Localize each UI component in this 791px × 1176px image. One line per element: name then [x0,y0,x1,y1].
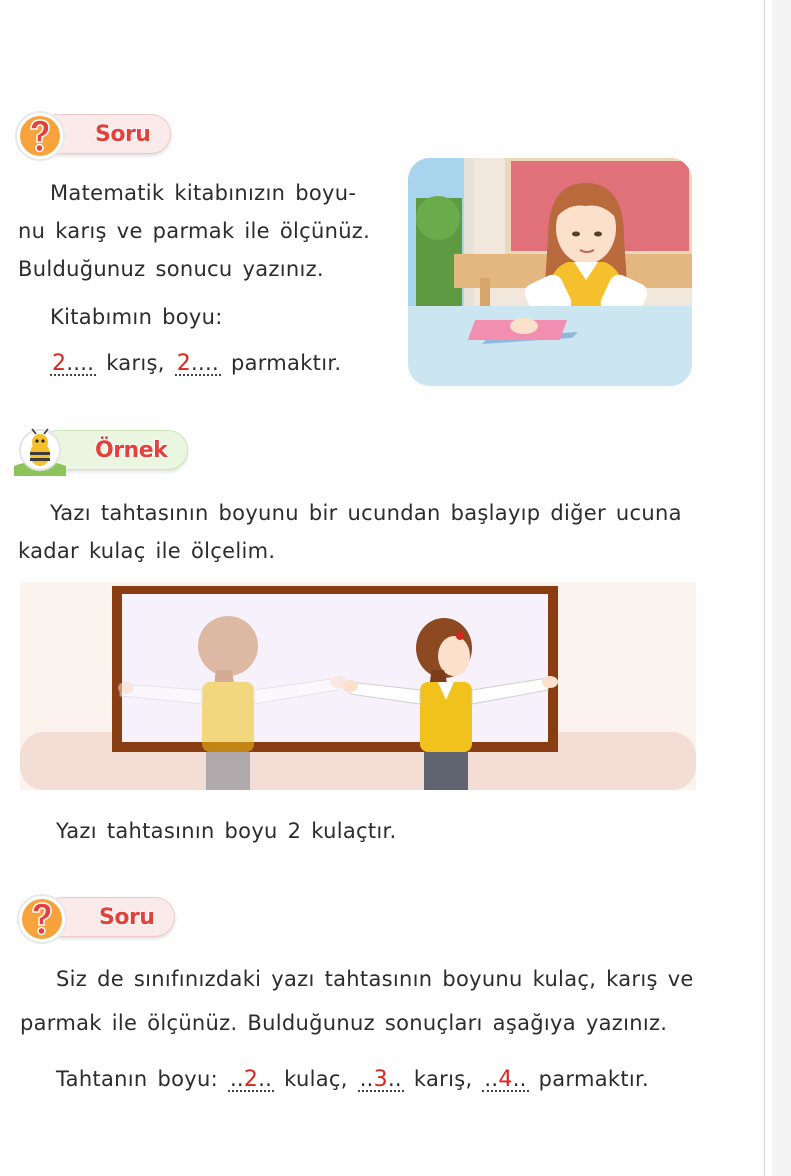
girl-measuring-book-illustration [408,158,692,386]
page-edge-line [764,0,765,1176]
answer-karis: 2 [52,351,67,376]
answer-kulac: 2 [243,1067,259,1092]
page-edge-margin [772,0,791,1176]
unit-kulac: kulaç, [284,1067,348,1091]
answer-blank-karis[interactable]: 2.... [52,351,95,376]
answer-parmak: 2 [176,351,192,376]
ornek-badge-label: Örnek [95,437,168,463]
answer-blank-karis-2[interactable]: ..3.. [359,1067,402,1092]
unit-karis-2: karış, [413,1067,473,1091]
answer-parmak-2: 4 [498,1067,513,1092]
question-mark-icon [16,893,68,945]
answer-karis-2: 3 [373,1067,388,1092]
section3-line-2: parmak ile ölçünüz. Bulduğunuz sonuçları aşağıya yazınız. [20,1011,668,1035]
section2-conclusion: Yazı tahtasının boyu 2 kulaçtır. [56,819,397,843]
unit-karis: karış, [106,351,165,375]
soru-badge-label-2: Soru [99,904,155,930]
soru-badge-2 [20,893,175,941]
soru-badge-label: Soru [95,121,151,147]
answer-blank-parmak-2[interactable]: ..4.. [484,1067,527,1092]
section1-line-1: Matematik kitabınızın boyu- [50,181,357,205]
ornek-badge [18,426,188,474]
section2-line-1: Yazı tahtasının boyunu bir ucundan başlayıp diğer ucuna [50,501,682,525]
answer-blank-parmak[interactable]: 2.... [176,351,219,376]
section3-answer-line [56,1060,649,1098]
soru-badge-1 [18,110,171,158]
girls-measuring-board-illustration [20,582,696,790]
section3-result-label: Tahtanın boyu: [56,1067,218,1091]
question-mark-icon [14,110,66,162]
answer-blank-kulac[interactable]: ..2.. [229,1067,273,1092]
section1-answer-line [50,344,341,382]
unit-parmak: parmaktır. [230,351,342,375]
unit-parmak-2: parmaktır. [538,1067,650,1091]
section1-line-3: Bulduğunuz sonucu yazınız. [18,257,324,281]
bee-icon [14,426,66,478]
section1-line-2: nu karış ve parmak ile ölçünüz. [18,219,371,243]
section2-line-2: kadar kulaç ile ölçelim. [18,539,276,563]
section1-result-label: Kitabımın boyu: [50,305,223,329]
section3-line-1: Siz de sınıfınızdaki yazı tahtasının boyunu kulaç, karış ve [56,967,694,991]
